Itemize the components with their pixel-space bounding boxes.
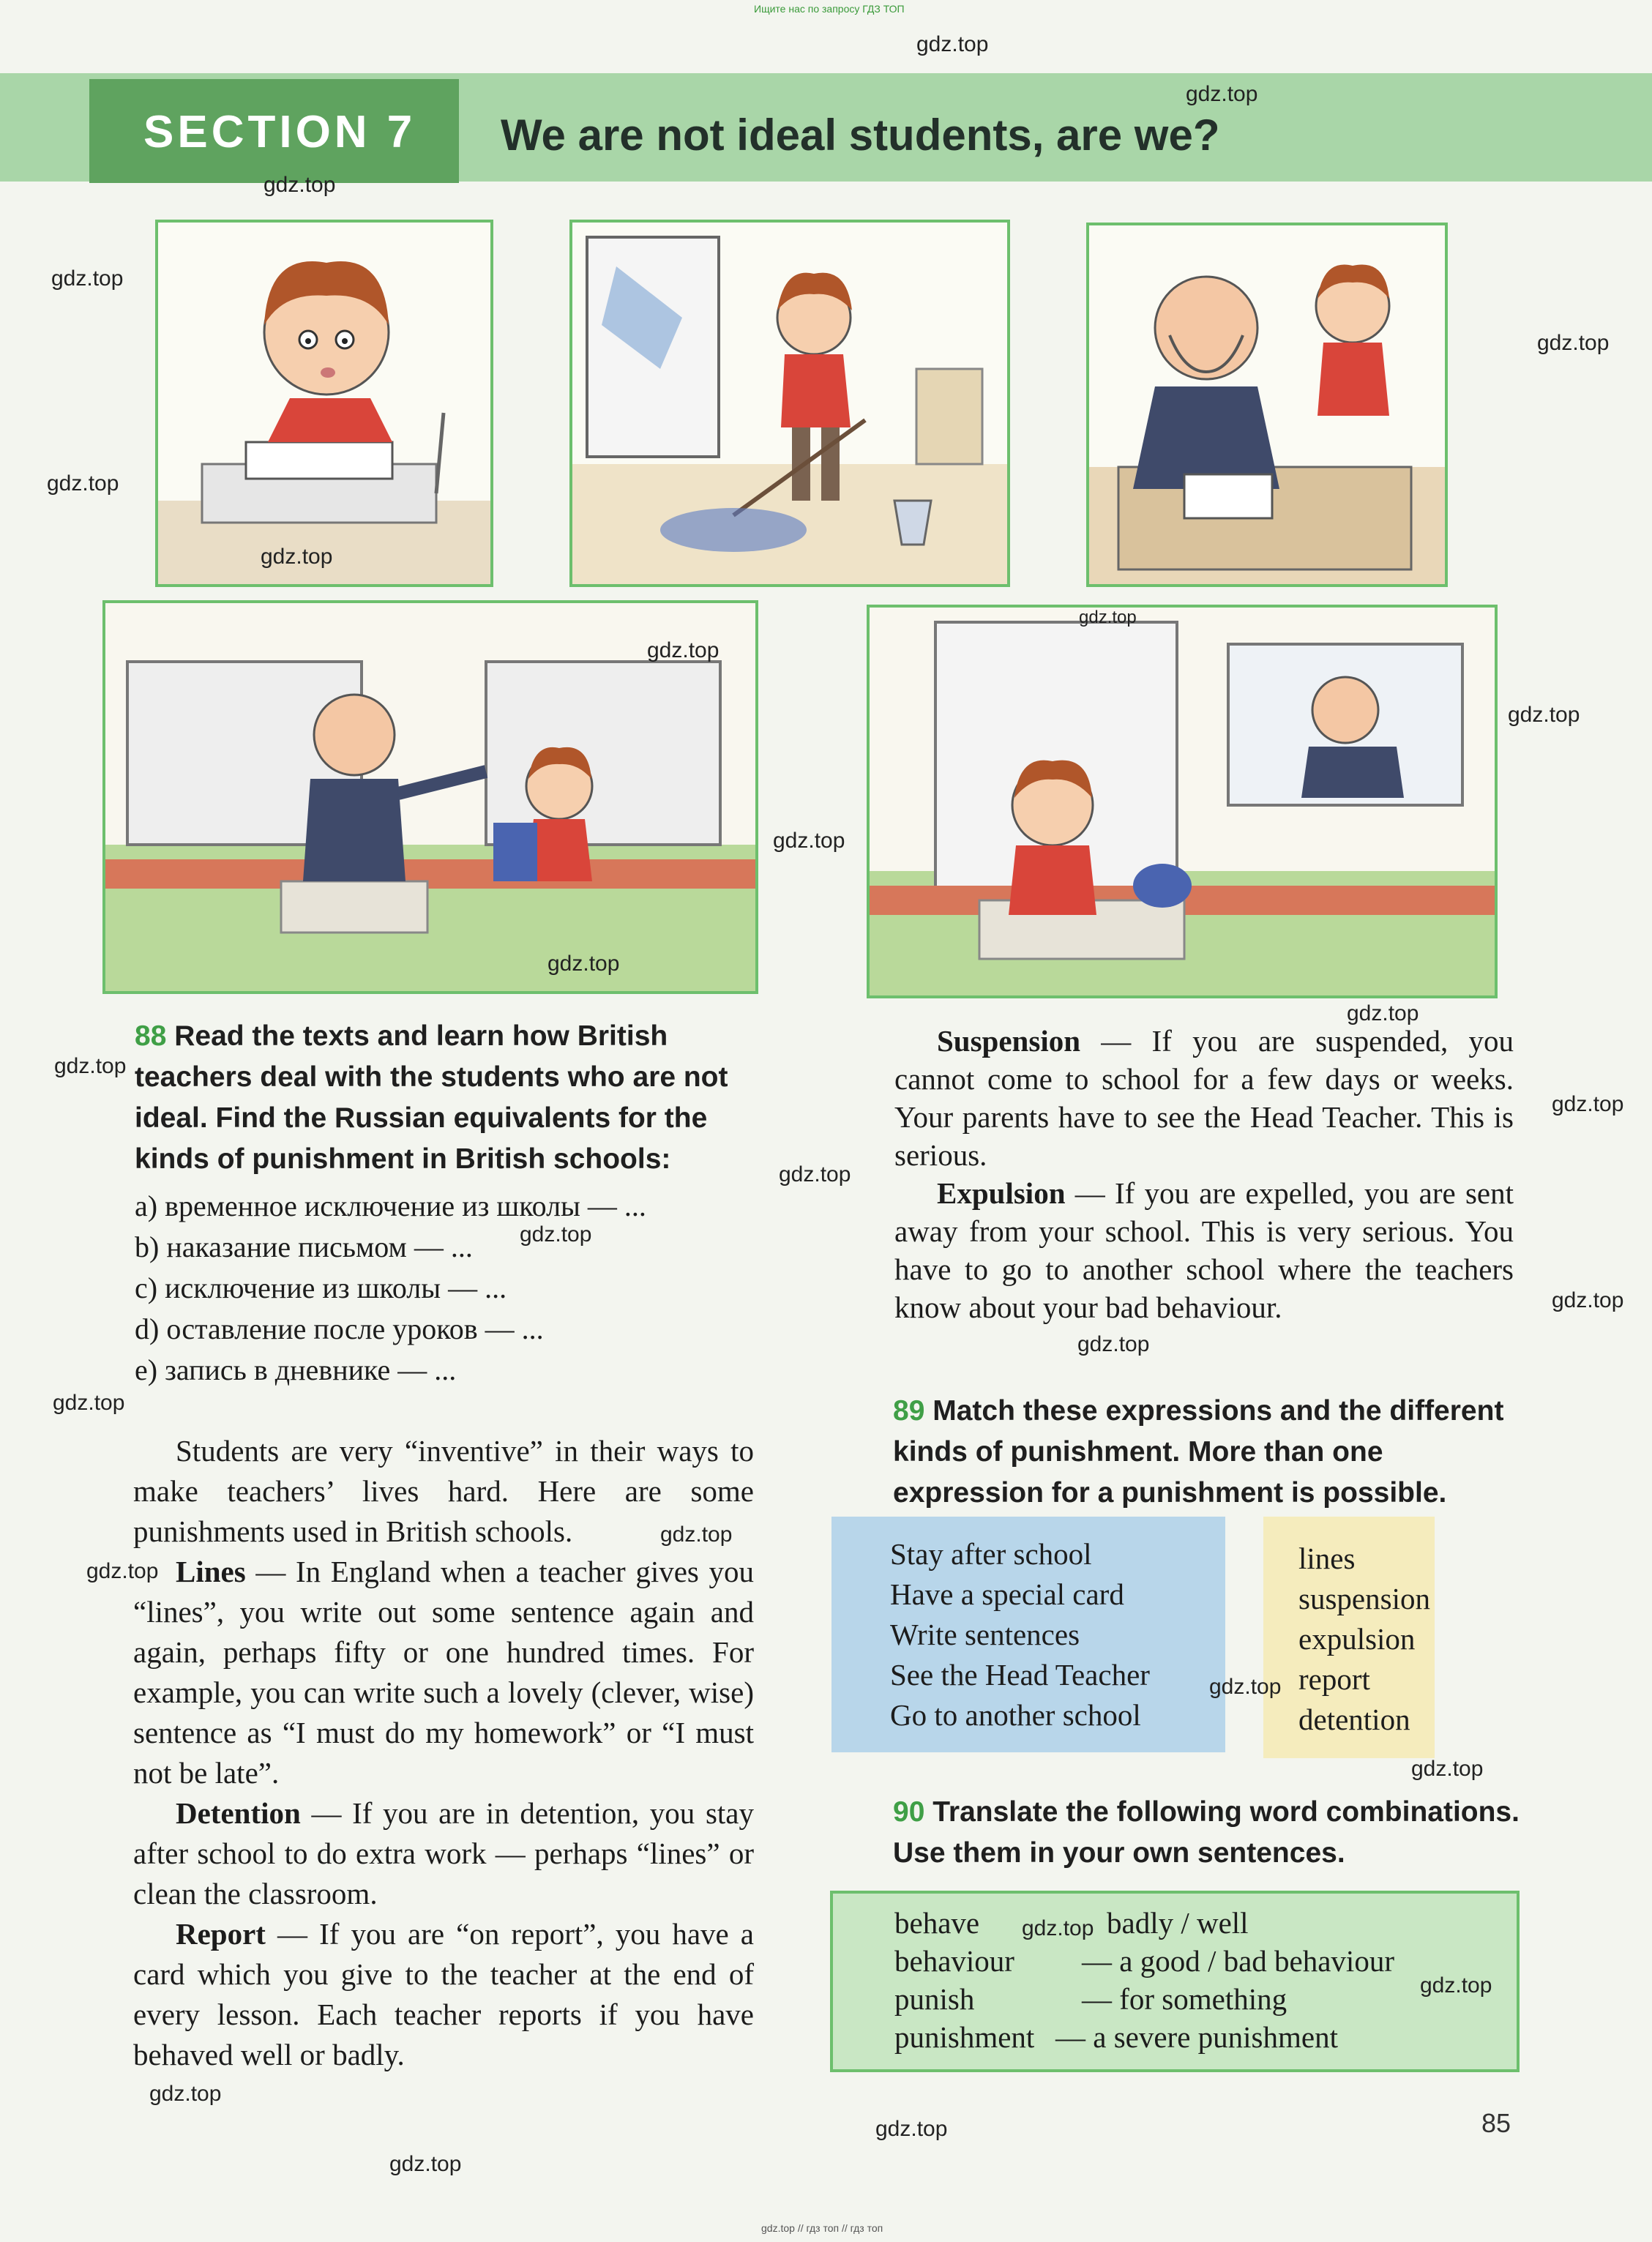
report-paragraph [133, 1914, 754, 2075]
picture-boy-with-head-teacher [1086, 223, 1448, 587]
word-punishment: punishment [894, 2020, 1035, 2054]
picture-boy-sitting-on-steps [867, 605, 1498, 998]
watermark: gdz.top [1552, 1092, 1624, 1116]
illustration-boy-on-steps [870, 608, 1495, 995]
watermark: gdz.top [1420, 1973, 1492, 1998]
word-behaviour: behaviour [894, 1944, 1014, 1978]
exercise-88-instruction: Read the texts and learn how British teachers deal with the students who are not ideal. Find the Russian equivalents for the kinds of punishment in British schools: [135, 1020, 728, 1175]
watermark: gdz.top [47, 471, 119, 496]
punishment-item: report [1298, 1662, 1370, 1696]
watermark: gdz.top [547, 952, 620, 976]
detention-text: — If you are in detention, you stay after school to do extra work — perhaps “lines” or clean the classroom. [133, 1796, 754, 1910]
word-punish: punish [894, 1982, 975, 2016]
watermark: gdz.top [1022, 1916, 1094, 1940]
expression-item: Write sentences [890, 1618, 1080, 1651]
picture-boy-writing-lines [155, 220, 493, 587]
exercise-90-instruction: Translate the following word combinations. Use them in your own sentences. [893, 1796, 1520, 1869]
option-b: b) наказание письмом — ... [135, 1230, 473, 1263]
watermark: gdz.top [1077, 1332, 1150, 1356]
top-search-hint[interactable]: Ищите нас по запросу ГДЗ ТОП [754, 3, 905, 15]
watermark: gdz.top [1209, 1675, 1282, 1699]
intro-paragraph: Students are very “inventive” in their ways to make teachers’ lives hard. Here are some punishments used in British schools. [133, 1434, 754, 1548]
expression-item: Have a special card [890, 1577, 1124, 1611]
watermark: gdz.top [1079, 608, 1137, 627]
expression-item: Stay after school [890, 1537, 1092, 1571]
suspension-term: Suspension [937, 1024, 1081, 1058]
expression-item: Go to another school [890, 1698, 1141, 1732]
suspension-paragraph [894, 1022, 1514, 1174]
bottom-footer-link[interactable]: gdz.top // гдз топ // гдз топ [761, 2222, 883, 2234]
lines-text: — In England when a teacher gives you “lines”, you write out some sentence again and again, perhaps fifty or one hundred times. For example, you can write such a lovely (clever, wise) sentence as “I must do my homework” or “I must not be late”. [133, 1555, 754, 1790]
watermark: gdz.top [1552, 1288, 1624, 1312]
illustration-head-teacher [1089, 225, 1445, 584]
punishment-item: detention [1298, 1703, 1410, 1736]
watermark: gdz.top [660, 1522, 733, 1547]
watermark: gdz.top [264, 173, 336, 197]
combo-punish: — for something [1082, 1982, 1287, 2016]
page-title: We are not ideal students, are we? [501, 111, 1220, 160]
watermark: gdz.top [1411, 1757, 1484, 1781]
exercise-88-number: 88 [135, 1020, 167, 1052]
russian-equivalents-list [135, 1186, 646, 1391]
punishment-item: suspension [1298, 1582, 1430, 1615]
exercise-90-number: 90 [893, 1796, 925, 1828]
reading-text-right [894, 1022, 1514, 1326]
option-d: d) оставление после уроков — ... [135, 1312, 544, 1345]
exercise-89-number: 89 [893, 1395, 925, 1427]
punishments-box [1263, 1517, 1435, 1758]
watermark: gdz.top [647, 638, 720, 662]
option-a: a) временное исключение из школы — ... [135, 1189, 646, 1222]
watermark: gdz.top [149, 2082, 222, 2106]
watermark: gdz.top [875, 2117, 948, 2141]
lines-term: Lines [176, 1555, 246, 1588]
section-label: SECTION 7 [143, 107, 416, 157]
exercise-88-heading [135, 1016, 764, 1180]
expulsion-text: — If you are expelled, you are sent away from your school. This is very serious. You have to go to another school where the teachers know about your bad behaviour. [894, 1176, 1514, 1324]
punishment-item: lines [1298, 1542, 1356, 1575]
illustration-boy-cleaning [572, 223, 1007, 584]
watermark: gdz.top [53, 1391, 125, 1415]
exercise-90-heading [893, 1792, 1522, 1874]
watermark: gdz.top [1537, 331, 1610, 355]
word-behave: behave [894, 1906, 980, 1940]
expression-item: See the Head Teacher [890, 1658, 1150, 1692]
watermark: gdz.top [779, 1162, 851, 1187]
illustration-boy-writing [158, 223, 490, 584]
expulsion-paragraph [894, 1174, 1514, 1326]
watermark: gdz.top [86, 1559, 159, 1583]
picture-boy-cleaning-floor [569, 220, 1010, 587]
expressions-box [831, 1517, 1225, 1752]
watermark: gdz.top [261, 545, 333, 569]
watermark: gdz.top [1508, 703, 1580, 727]
combo-behave: badly / well [1107, 1906, 1249, 1940]
watermark: gdz.top [1347, 1001, 1419, 1025]
lines-paragraph [133, 1552, 754, 1793]
exercise-89-instruction: Match these expressions and the different kinds of punishment. More than one expression for a punishment is possible. [893, 1395, 1504, 1509]
watermark: gdz.top [520, 1222, 592, 1247]
punishment-item: expulsion [1298, 1622, 1416, 1656]
watermark: gdz.top [51, 266, 124, 291]
watermark: gdz.top [916, 32, 989, 56]
watermark: gdz.top [389, 2152, 462, 2176]
combo-behaviour: — a good / bad behaviour [1082, 1944, 1394, 1978]
combo-punishment: — a severe punishment [1055, 2020, 1338, 2054]
report-text: — If you are “on report”, you have a card which you give to the teacher at the end of every lesson. Each teacher reports if you have behaved well or badly. [133, 1917, 754, 2071]
option-e: e) запись в дневнике — ... [135, 1353, 457, 1386]
report-term: Report [176, 1917, 266, 1951]
page-number: 85 [1481, 2108, 1511, 2138]
detention-term: Detention [176, 1796, 301, 1830]
watermark: gdz.top [54, 1054, 127, 1078]
expulsion-term: Expulsion [937, 1176, 1066, 1210]
suspension-text: — If you are suspended, you cannot come to school for a few days or weeks. Your parents have to see the Head Teacher. This is serious. [894, 1024, 1514, 1172]
exercise-89-heading [893, 1391, 1522, 1514]
detention-paragraph [133, 1793, 754, 1914]
word-combinations-box [830, 1891, 1520, 2072]
watermark: gdz.top [773, 829, 845, 853]
option-c: c) исключение из школы — ... [135, 1271, 507, 1304]
watermark: gdz.top [1186, 82, 1258, 106]
